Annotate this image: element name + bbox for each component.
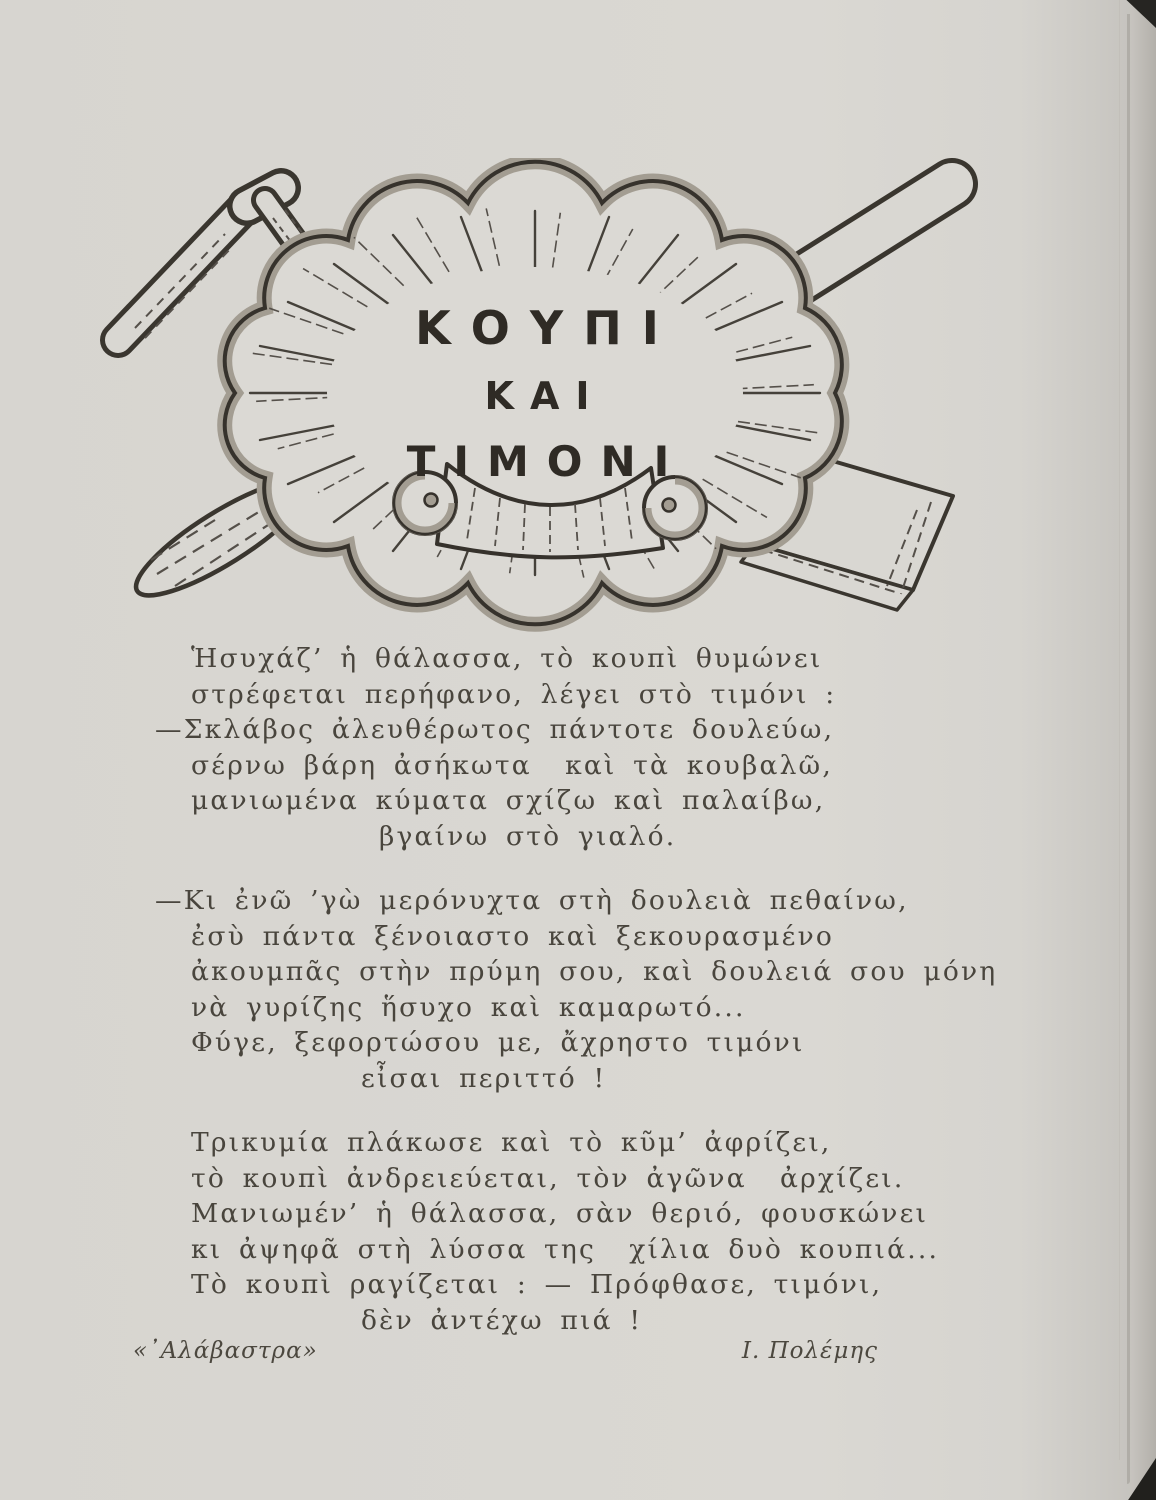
page-edge-line-faint	[1119, 0, 1120, 1460]
poem-line: ἐσὺ πάντα ξένοιαστο καὶ ξεκουρασμένο	[191, 920, 835, 952]
author-name: Ι. Πολέμης	[741, 1338, 878, 1364]
title-line-3: ΤΙΜΟΝΙ	[406, 437, 688, 486]
poem-line: Ἡσυχάζ’ ἡ θάλασσα, τὸ κουπὶ θυμώνει	[191, 643, 823, 674]
poem-line: κι ἀψηφᾶ στὴ λύσσα της χίλια δυὸ κουπιά...	[191, 1233, 940, 1265]
poem-line: Μανιωμέν’ ἡ θάλασσα, σὰν θεριό, φουσκώνει	[191, 1198, 929, 1229]
poem-line: σέρνω βάρη ἀσήκωτα καὶ τὰ κουβαλῶ,	[191, 749, 833, 781]
poem-line: —Σκλάβος ἀλευθέρωτος πάντοτε δουλεύω,	[155, 714, 835, 745]
poem-line: —Κι ἐνῶ ’γὼ μερόνυχτα στὴ δουλειὰ πεθαίνω,	[155, 885, 909, 916]
poem-line: εἶσαι περιττό !	[361, 1062, 607, 1094]
poem-line: Τὸ κουπὶ ραγίζεται : — Πρόφθασε, τιμόνι,	[191, 1269, 883, 1300]
poem-line: στρέφεται περήφανο, λέγει στὸ τιμόνι :	[191, 678, 837, 710]
page-edge-line	[1127, 14, 1130, 1484]
poem-line: δὲν ἀντέχω πιά !	[361, 1304, 643, 1336]
poem-body	[155, 641, 998, 1338]
header-illustration-oar-and-rudder	[95, 158, 995, 638]
poem-line: μανιωμένα κύματα σχίζω καὶ παλαίβω,	[191, 785, 826, 816]
attribution-row	[133, 1338, 878, 1364]
stanza-1	[155, 641, 955, 854]
stanza-3	[155, 1125, 955, 1338]
poem-line: Τρικυμία πλάκωσε καὶ τὸ κῦμ’ ἀφρίζει,	[191, 1127, 832, 1158]
title-line-2: ΚΑΙ	[484, 374, 606, 418]
poem-line: βγαίνω στὸ γιαλό.	[379, 820, 677, 852]
source-title: «᾿Αλάβαστρα»	[133, 1338, 318, 1364]
stanza-2	[155, 883, 998, 1096]
poem-line: νὰ γυρίζης ἥσυχο καὶ καμαρωτό...	[191, 991, 746, 1023]
page-edge-shadow	[1132, 0, 1156, 1500]
poem-line: τὸ κουπὶ ἀνδρειεύεται, τὸν ἀγῶνα ἀρχίζει.	[191, 1162, 905, 1194]
poem-line: ἀκουμπᾶς στὴν πρύμη σου, καὶ δουλειά σου μόνη	[191, 956, 998, 987]
poem-line: Φύγε, ξεφορτώσου με, ἄχρηστο τιμόνι	[191, 1027, 805, 1058]
title-line-1: ΚΟΥΠΙ	[415, 301, 679, 355]
